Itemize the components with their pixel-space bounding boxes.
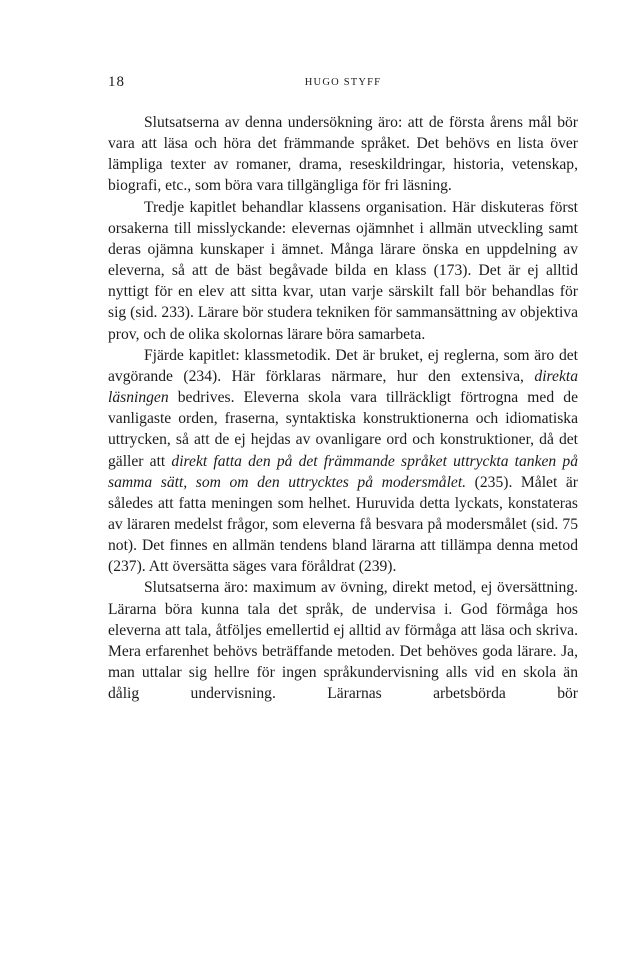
- body-text: [108, 112, 578, 704]
- paragraph-text-segment: (235). Målet är således att fatta meningen som helhet. Huruvida detta lyckats, konstateras av läraren medelst frågor, som eleverna få besvara på modersmålet (sid. 75 not). Det finnes en allmän tendens bland lärarna att tillämpa denna metod (237). Att översätta säges vara föråldrat (239).: [108, 473, 578, 576]
- italic-phrase: direkta läsningen: [108, 367, 578, 407]
- paragraph-text-segment: Fjärde kapitlet: klassmetodik. Det är bruket, ej reglerna, som äro det avgörande (234). Här förklaras närmare, hur den extensiva,: [108, 346, 578, 385]
- paragraph-conclusions-ch4: Slutsatserna äro: maximum av övning, direkt metod, ej översättning. Lärarna böra kunna tala det språk, de undervisa i. God förmåga hos eleverna att tala, åtföljes emellertid ej alltid av förmåga att läsa och skriva. Mera erfarenhet behövs beträffande metoden. Det behöves goda lärare. Ja, man uttalar sig hellre för ingen språkundervisning alls vid en skola än dålig undervisning. Lärarnas arbetsbörda bör: [108, 579, 578, 703]
- page-number: 18: [108, 74, 125, 90]
- paragraph-text-segment: bedrives. Eleverna skola vara tillräckligt förtrogna med de vanligaste orden, fraserna, syntaktiska konstruktionerna och idiomatiska uttrycken, så att de ej hejdas av ovanligare ord och konstruktioner, då det gäller att: [108, 389, 578, 470]
- paragraph-chapter-4: [108, 345, 578, 578]
- paragraph-conclusions-ch2: Slutsatserna av denna undersökning äro: att de första årens mål bör vara att läsa och höra det främmande språket. Det behövs en lista över lämpliga texter av romaner, drama, reseskildringar, historia, vetenskap, biografi, etc., som böra vara tillgängliga för fri läsning.: [108, 114, 578, 195]
- running-head: HUGO STYFF: [304, 77, 382, 88]
- page-header: [108, 74, 578, 94]
- paragraph-chapter-3: Tredje kapitlet behandlar klassens organisation. Här diskuteras först orsakerna till misslyckande: elevernas ojämnhet i allmän utveckling samt deras ojämna kunskaper i ämnet. Många lärare önska en uppdelning av eleverna, så att de bäst begåvade bilda en klass (173). Det är ej alltid nyttigt för en elev att sitta kvar, utan varje särskilt fall bör behandlas för sig (sid. 233). Lärare bör studera tekniken för sammansättning av objektiva prov, och de olika skolornas lärare böra samarbeta.: [108, 198, 578, 343]
- italic-quote: direkt fatta den på det främmande språket uttryckta tanken på samma sätt, som om den uttrycktes på modersmålet.: [108, 452, 578, 491]
